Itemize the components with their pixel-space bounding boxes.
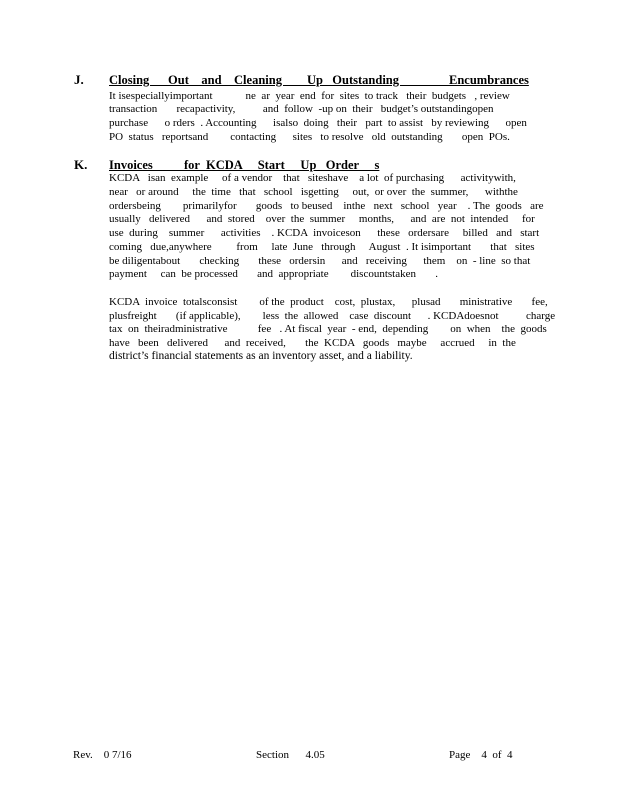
section-title-invoices: Invoices for KCDA Start Up Order s xyxy=(109,158,380,172)
footer-page-number: Page 4 of 4 xyxy=(449,749,513,761)
section-j-line-3: purchase o rders . Accounting isalso doing their part to assist by reviewing open xyxy=(109,117,527,129)
section-k-p1-line-7: be diligentabout checking these ordersin and receiving them on - line so that xyxy=(109,255,531,267)
section-k-p1-line-2: near or around the time that school isgetting out, or over the summer, withthe xyxy=(109,186,518,198)
section-j-line-1: It isespeciallyimportant ne ar year end for sites to track their budgets , review xyxy=(109,90,510,102)
section-k-p2-line-5: district’s financial statements as an inventory asset, and a liability. xyxy=(109,350,413,362)
section-j-line-2: transaction recapactivity, and follow -up on their budget’s outstandingopen xyxy=(109,103,494,115)
section-k-p2-line-3: tax on theiradministrative fee . At fiscal year - end, depending on when the goods xyxy=(109,323,547,335)
section-k-p1-line-5: use during summer activities . KCDA invoiceson these ordersare billed and start xyxy=(109,227,540,239)
section-k-p1-line-1: KCDA isan example of a vendor that siteshave a lot of purchasing activitywith, xyxy=(109,172,516,184)
footer-section: Section 4.05 xyxy=(256,749,325,761)
section-title-closing-out: Closing Out and Cleaning Up Outstanding Encumbrances xyxy=(109,73,529,87)
section-letter-j: J. xyxy=(74,72,84,87)
section-letter-k: K. xyxy=(74,157,88,172)
section-j-line-4: PO status reportsand contacting sites to resolve old outstanding open POs. xyxy=(109,131,510,143)
section-k-p2-line-1: KCDA invoice totalsconsist of the product cost, plustax, plusad ministrative fee, xyxy=(109,296,548,308)
section-k-p2-line-2: plusfreight (if applicable), less the allowed case discount . KCDAdoesnot charge xyxy=(109,310,556,322)
section-k-p1-line-8: payment can be processed and appropriate discountstaken . xyxy=(109,268,438,280)
section-k-p1-line-6: coming due,anywhere from late June through August . It isimportant that sites xyxy=(109,241,535,253)
footer-revision: Rev. 0 7/16 xyxy=(73,749,132,761)
section-k-p1-line-3: ordersbeing primarilyfor goods to beused inthe next school year . The goods are xyxy=(109,200,544,212)
section-k-p2-line-4: have been delivered and received, the KCDA goods maybe accrued in the xyxy=(109,337,516,349)
section-k-p1-line-4: usually delivered and stored over the summer months, and are not intended for xyxy=(109,213,535,225)
